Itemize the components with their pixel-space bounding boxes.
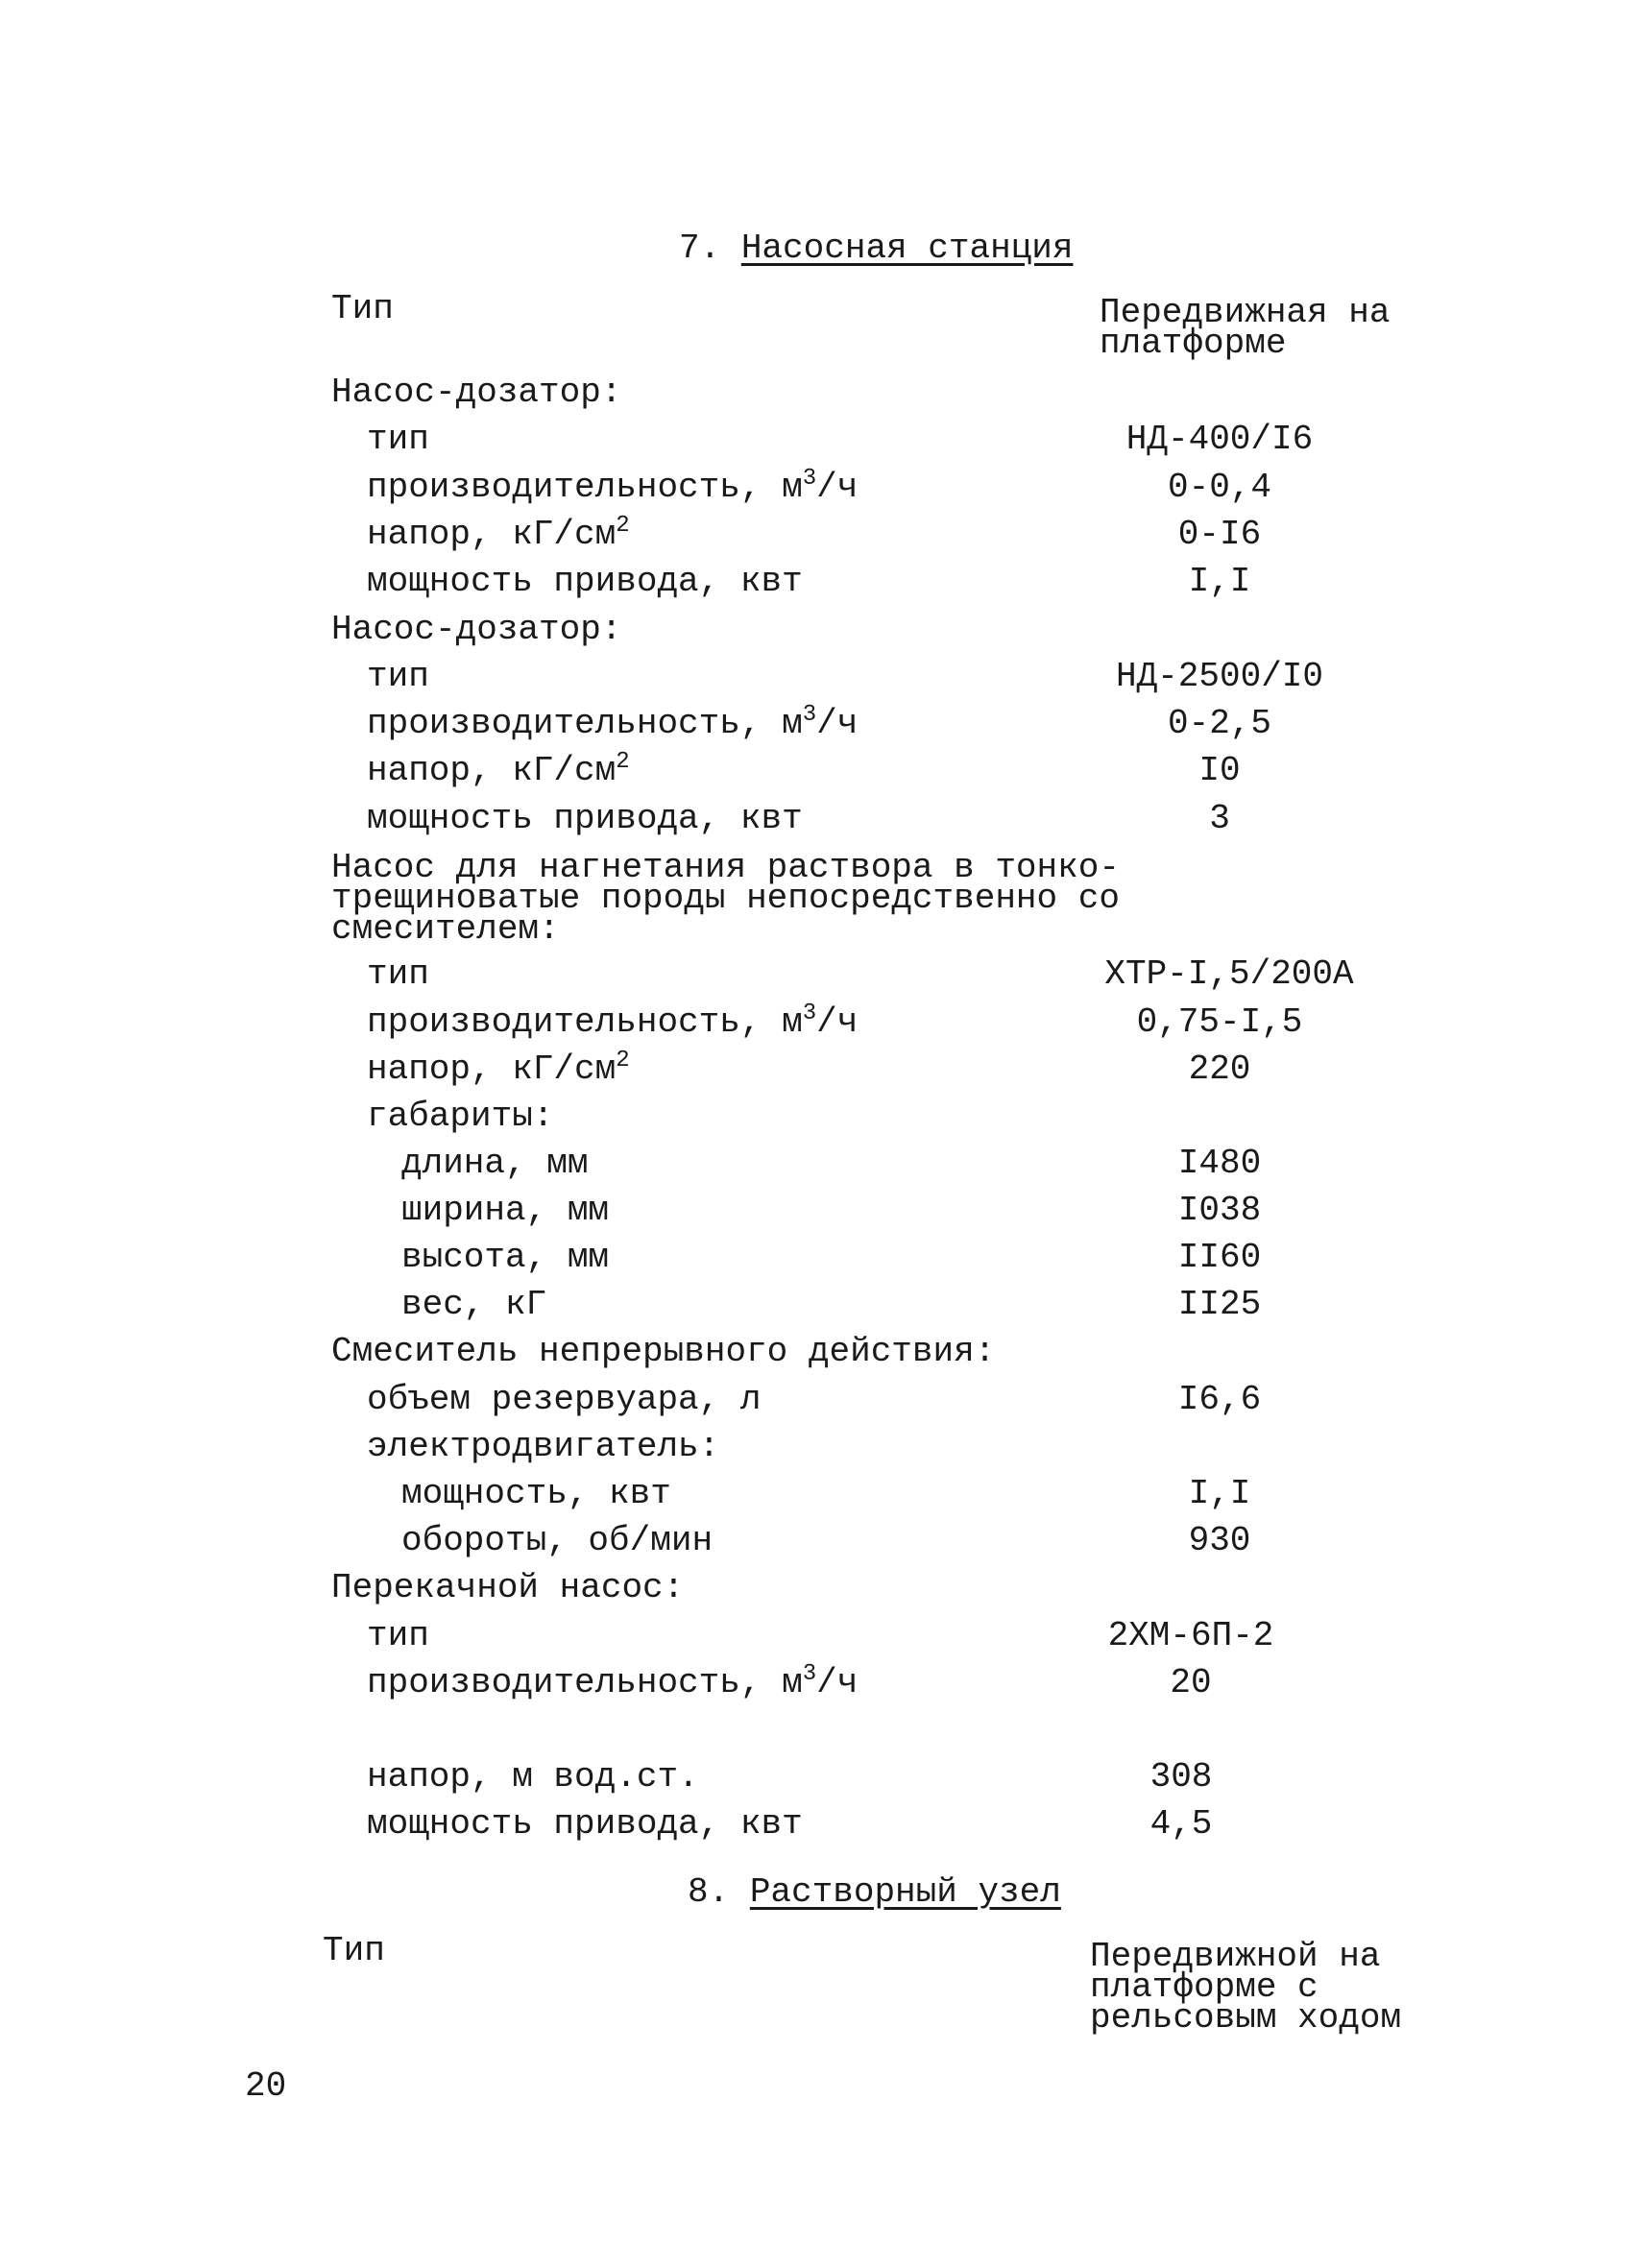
doser-1-capacity-label: производительность, $м^3/ч$	[367, 466, 859, 507]
transfer-pump-capacity-label: производительность, $м^3/ч$	[367, 1661, 859, 1702]
doser-2-capacity-label: производительность, $м^3/ч$	[367, 702, 859, 743]
mixer-volume-label: объем резервуара, л	[367, 1380, 762, 1419]
injection-pump-capacity-label: производительность, $м^3/ч$	[367, 1001, 859, 1042]
injection-pump-width-value: I038	[1177, 1191, 1262, 1230]
mixer-volume-value: I6,6	[1177, 1380, 1262, 1419]
injection-pump-type-label: тип	[367, 954, 429, 994]
doser-2-power-value: 3	[1209, 799, 1230, 838]
injection-pump-type-value: ХТР-I,5/200А	[1104, 954, 1354, 994]
transfer-pump-head-value: 308	[1149, 1757, 1213, 1797]
doser-2-heading: Насос-дозатор:	[331, 610, 622, 649]
doser-2-power-label: мощность привода, квт	[367, 799, 803, 838]
injection-pump-height-label: высота, мм	[401, 1238, 610, 1277]
doser-1-type-label: тип	[367, 420, 429, 459]
section-7-heading	[679, 229, 1073, 268]
doser-1-power-label: мощность привода, квт	[367, 562, 803, 601]
doser-1-pressure-value: 0-I6	[1177, 515, 1262, 554]
doser-1-pressure-label: напор, $кГ/см^2$	[367, 513, 630, 554]
doser-1-type-value: НД-400/I6	[1125, 420, 1314, 459]
mixer-heading: Смеситель непрерывного действия:	[331, 1332, 996, 1371]
injection-pump-weight-label: вес, кГ	[401, 1285, 547, 1324]
transfer-pump-power-label: мощность привода, квт	[367, 1804, 803, 1844]
station-type-label: Тип	[331, 289, 394, 328]
transfer-pump-head-label: напор, м вод.ст.	[367, 1757, 699, 1797]
mortar-unit-type-value: Передвижной на платформе с рельсовым ходом	[1090, 1937, 1402, 2038]
injection-pump-length-value: I480	[1177, 1144, 1262, 1183]
injection-pump-pressure-value: 220	[1188, 1050, 1251, 1089]
injection-pump-capacity-value: 0,75-I,5	[1136, 1002, 1303, 1042]
mixer-rpm-label: обороты, об/мин	[401, 1521, 714, 1560]
doser-2-type-value: НД-2500/I0	[1115, 657, 1324, 696]
transfer-pump-capacity-value: 20	[1170, 1663, 1212, 1702]
injection-pump-weight-value: II25	[1177, 1285, 1262, 1324]
mixer-motor-label: электродвигатель:	[367, 1427, 720, 1466]
section-8-number: 8.	[688, 1872, 730, 1912]
station-type-value: Передвижная на платформе	[1100, 293, 1391, 363]
section-7-title: Насосная станция	[740, 229, 1074, 268]
injection-pump-heading: Насос для нагнетания раствора в тонко- трещиноватые породы непосредственно со смесителем:	[331, 848, 1120, 949]
doser-2-pressure-value: I0	[1198, 751, 1241, 790]
transfer-pump-heading: Перекачной насос:	[331, 1568, 685, 1607]
injection-pump-length-label: длина, мм	[401, 1144, 589, 1183]
page-number: 20	[245, 2066, 287, 2106]
transfer-pump-type-value: 2ХМ-6П-2	[1107, 1616, 1274, 1655]
doser-2-pressure-label: напор, $кГ/см^2$	[367, 749, 630, 790]
doser-2-type-label: тип	[367, 657, 429, 696]
doser-1-heading: Насос-дозатор:	[331, 373, 622, 412]
injection-pump-pressure-label: напор, $кГ/см^2$	[367, 1048, 630, 1089]
injection-pump-width-label: ширина, мм	[401, 1191, 610, 1230]
mixer-rpm-value: 930	[1188, 1521, 1251, 1560]
injection-pump-dims-label: габариты:	[367, 1097, 554, 1136]
doser-2-capacity-value: 0-2,5	[1167, 704, 1272, 743]
transfer-pump-type-label: тип	[367, 1616, 429, 1655]
mortar-unit-type-label: Тип	[323, 1931, 385, 1970]
section-8-heading	[688, 1872, 1061, 1912]
doser-1-power-value: I,I	[1188, 562, 1251, 601]
injection-pump-height-value: II60	[1177, 1238, 1262, 1277]
mixer-motor-power-label: мощность, квт	[401, 1474, 671, 1513]
doser-1-capacity-value: 0-0,4	[1167, 468, 1272, 507]
transfer-pump-power-value: 4,5	[1149, 1804, 1213, 1844]
section-7-number: 7.	[679, 229, 721, 268]
section-8-title: Растворный узел	[749, 1872, 1061, 1912]
mixer-motor-power-value: I,I	[1188, 1474, 1251, 1513]
